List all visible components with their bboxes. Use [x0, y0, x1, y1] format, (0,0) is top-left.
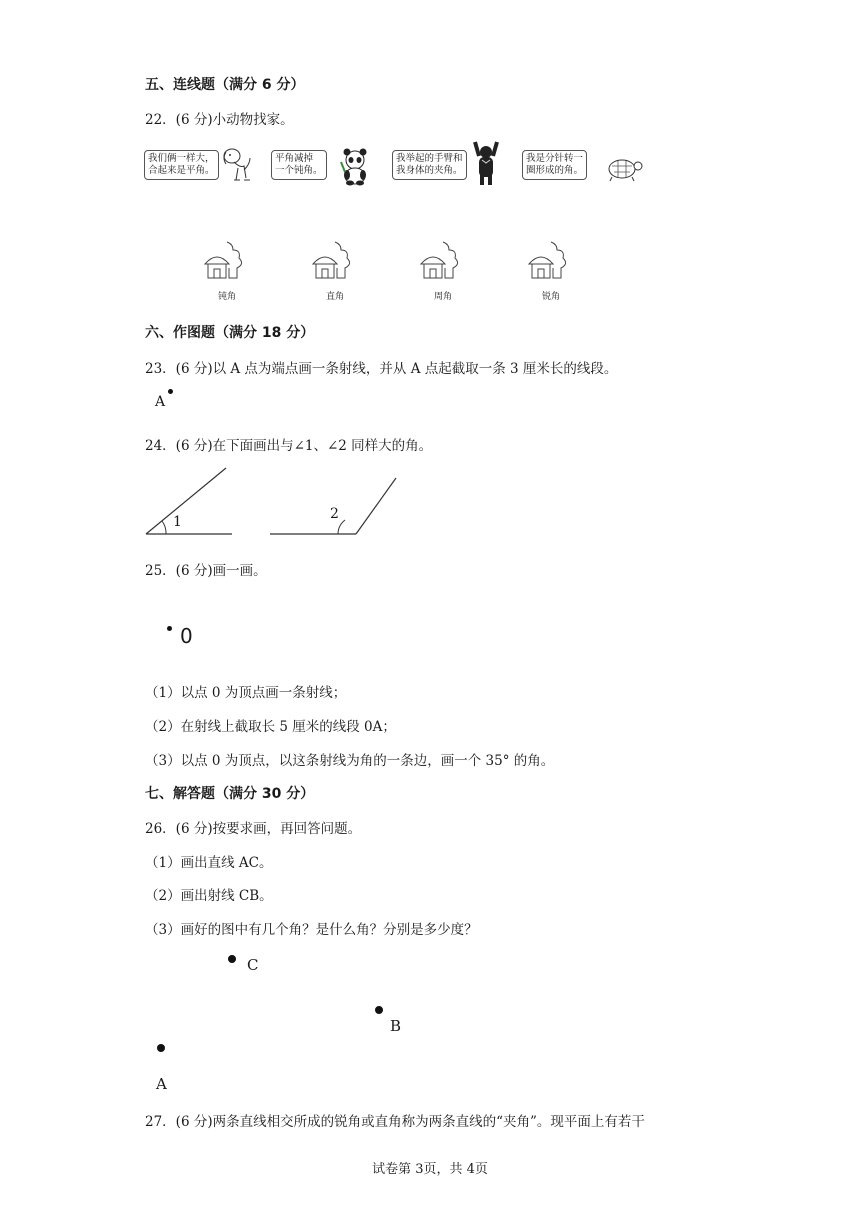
panda-icon	[338, 148, 372, 186]
house-icon-2	[311, 240, 359, 280]
bubble-4-line-1: 我是分针转一	[526, 153, 584, 164]
point-a-dot	[157, 1044, 165, 1052]
point-a-label: A	[156, 1075, 167, 1093]
bubble-2-line-1: 平角减掉	[275, 153, 314, 164]
turtle-icon	[604, 154, 644, 184]
q23-point-label: A	[155, 394, 166, 410]
page-footer: 试卷第 3页，共 4页	[372, 1162, 488, 1177]
bubble-3-line-2: 我身体的夹角。	[396, 165, 463, 176]
q24-stem: 24．(6 分)在下面画出与∠1、∠2 同样大的角。	[145, 438, 433, 454]
section-6-heading: 六、作图题（满分 18 分）	[145, 325, 315, 341]
house-label-3: 周角	[433, 292, 452, 302]
bubble-1-line-1: 我们俩一样大，	[148, 153, 215, 164]
q26-stem: 26．(6 分)按要求画，再回答问题。	[145, 821, 362, 837]
bear-icon	[471, 140, 501, 186]
q26-item-2: （2）画出射线 CB。	[145, 888, 273, 904]
point-b-label: B	[390, 1017, 402, 1035]
bubble-2	[271, 150, 327, 180]
q27-stem: 27．(6 分)两条直线相交所成的锐角或直角称为两条直线的“夹角”。现平面上有若干	[145, 1114, 645, 1130]
point-c-dot	[228, 955, 236, 963]
bubble-1-line-2: 合起来是平角。	[148, 165, 215, 176]
q25-item-2: （2）在射线上截取长 5 厘米的线段 0A；	[145, 719, 396, 735]
q25-stem: 25．(6 分)画一画。	[145, 563, 267, 579]
q26-item-1: （1）画出直线 AC。	[145, 855, 273, 871]
bubble-4-line-2: 圈形成的角。	[526, 165, 584, 176]
q23-stem: 23．(6 分)以 A 点为端点画一条射线，并从 A 点起截取一条 3 厘米长的线段。	[145, 361, 618, 377]
house-label-1: 钝角	[217, 292, 236, 302]
angle-2-label: 2	[330, 506, 339, 522]
angle-1-label: 1	[173, 514, 182, 530]
house-label-4: 锐角	[541, 292, 560, 302]
point-c-label: C	[247, 956, 259, 974]
bubble-4	[522, 150, 587, 180]
q25-item-1: （1）以点 0 为顶点画一条射线；	[145, 685, 347, 701]
bubble-3-line-1: 我举起的手臂和	[396, 153, 463, 164]
bubble-1	[144, 150, 219, 180]
house-icon-1	[203, 240, 251, 280]
q25-item-3: （3）以点 0 为顶点，以这条射线为角的一条边，画一个 35° 的角。	[145, 753, 555, 769]
q25-point-label: 0	[180, 624, 193, 648]
house-label-2: 直角	[325, 292, 344, 302]
q24-angles-figure	[140, 464, 410, 542]
q22-stem: 22．(6 分)小动物找家。	[145, 112, 294, 128]
section-7-heading: 七、解答题（满分 30 分）	[145, 786, 315, 802]
house-icon-4	[527, 240, 575, 280]
point-b-dot	[375, 1006, 383, 1014]
q25-point-dot	[167, 626, 172, 631]
q26-item-3: （3）画好的图中有几个角？是什么角？分别是多少度？	[145, 922, 478, 938]
dog-icon	[220, 146, 254, 186]
house-icon-3	[419, 240, 467, 280]
q23-point-dot	[168, 389, 173, 394]
bubble-3	[392, 150, 467, 180]
bubble-2-line-2: 一个钝角。	[275, 165, 323, 176]
section-5-heading: 五、连线题（满分 6 分）	[145, 77, 305, 93]
